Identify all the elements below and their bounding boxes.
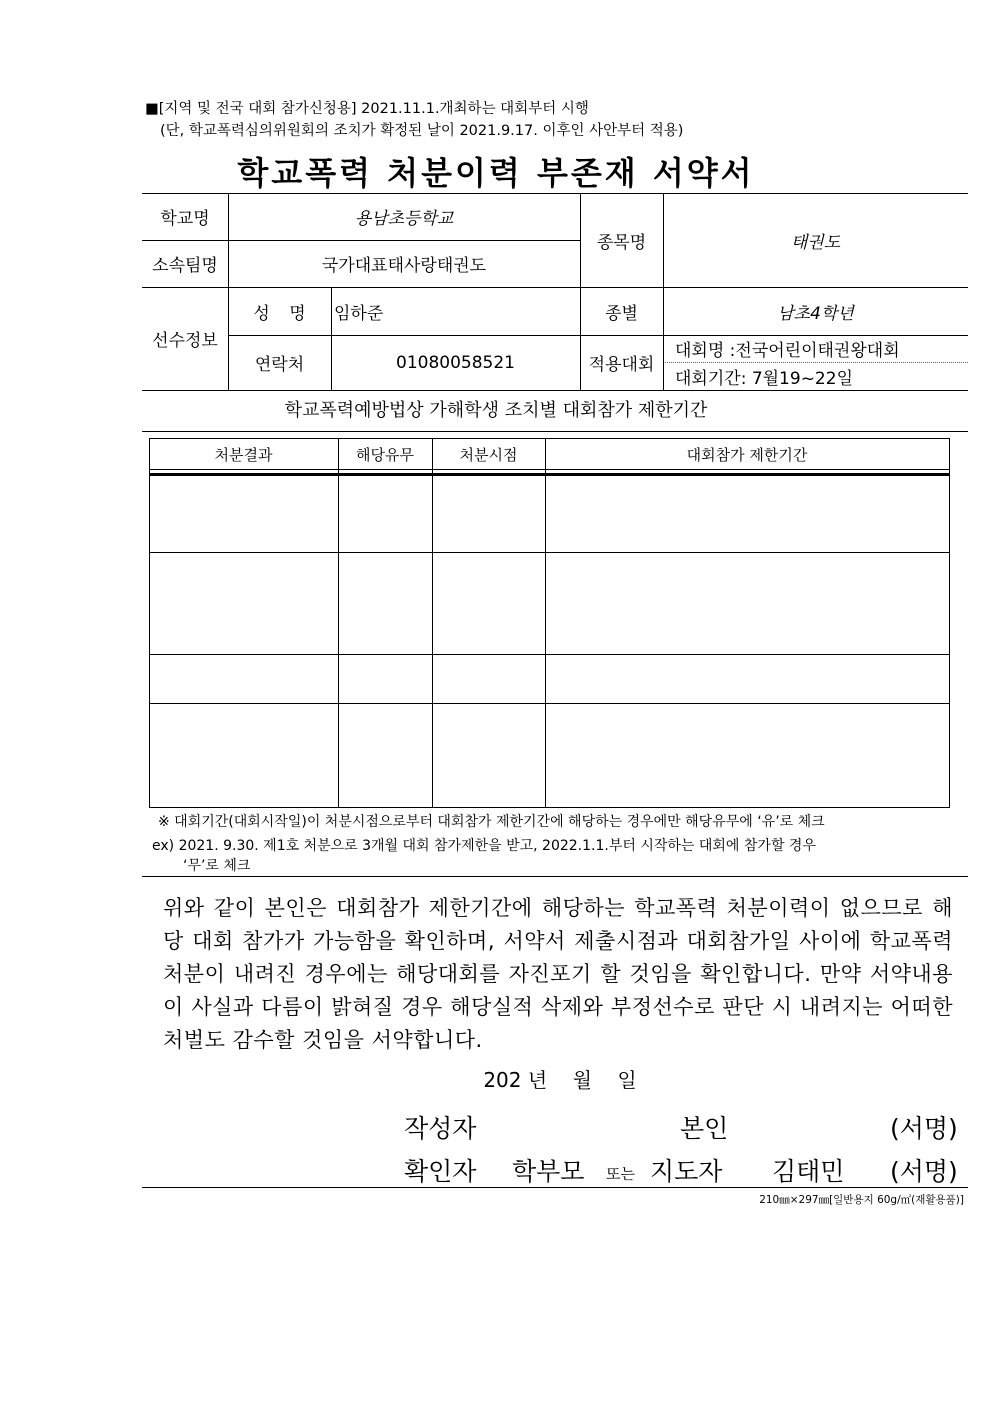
sport-value[interactable]: 태권도 xyxy=(790,232,841,253)
contact-value[interactable]: 01080058521 xyxy=(396,352,515,373)
note-3: ‘무’로 체크 xyxy=(183,858,251,874)
author-value: 본인 xyxy=(680,1114,729,1143)
category-value[interactable]: 남초4학년 xyxy=(777,303,854,324)
restriction-heading: 학교폭력예방법상 가해학생 조치별 대회참가 제한기간 xyxy=(284,400,708,421)
note-2: ex) 2021. 9.30. 제1호 처분으로 3개월 대회 참가제한을 받고, 2022.1.1.부터 시작하는 대회에 참가할 경우 xyxy=(152,838,816,854)
team-value[interactable]: 국가대표태사랑태권도 xyxy=(321,256,487,276)
confirmer-label: 확인자 xyxy=(404,1157,477,1186)
column-header-date: 처분시점 xyxy=(459,445,518,464)
team-label: 소속팀명 xyxy=(152,256,218,276)
category-label: 종별 xyxy=(605,303,638,324)
column-header-period: 대회참가 제한기간 xyxy=(686,445,808,464)
signature-field-2[interactable]: (서명) xyxy=(890,1157,958,1186)
column-header-result: 처분결과 xyxy=(214,445,273,464)
signature-field-1[interactable]: (서명) xyxy=(890,1114,958,1143)
sport-label: 종목명 xyxy=(596,232,647,253)
column-header-applicable: 해당유무 xyxy=(356,445,414,464)
page-title: 학교폭력 처분이력 부존재 서약서 xyxy=(237,154,755,192)
school-value[interactable]: 용남초등학교 xyxy=(354,209,454,229)
notice-line-2: (단, 학교폭력심의위원회의 조치가 확정된 날이 2021.9.17. 이후인 사안부터 적용) xyxy=(160,123,684,139)
event-label: 적용대회 xyxy=(588,355,655,375)
parent-label: 학부모 xyxy=(512,1157,585,1186)
divider xyxy=(142,876,968,877)
notice-line-1: ■[지역 및 전국 대회 참가신청용] 2021.11.1.개최하는 대회부터 시행 xyxy=(145,101,589,117)
event-period[interactable]: 대회기간: 7월19~22일 xyxy=(675,368,853,389)
divider xyxy=(142,1187,968,1188)
contact-label: 연락처 xyxy=(254,355,305,375)
event-name[interactable]: 대회명 :전국어린이태권왕대회 xyxy=(675,341,900,361)
author-label: 작성자 xyxy=(404,1114,477,1143)
confirmer-name[interactable]: 김태민 xyxy=(772,1157,845,1186)
school-label: 학교명 xyxy=(160,209,210,229)
note-1: ※ 대회기간(대회시작일)이 처분시점으로부터 대회참가 제한기간에 해당하는 경우에만 해당유무에 ‘유’로 체크 xyxy=(158,814,825,830)
coach-label: 지도자 xyxy=(650,1157,723,1186)
divider xyxy=(142,431,968,432)
name-value[interactable]: 임하준 xyxy=(334,303,384,324)
player-info-label: 선수정보 xyxy=(152,331,218,351)
sign-date[interactable]: 202 년 월 일 xyxy=(483,1068,637,1092)
pledge-text: 위와 같이 본인은 대회참가 제한기간에 해당하는 학교폭력 처분이력이 없으므로 해당 대회 참가가 가능함을 확인하며, 서약서 제출시점과 대회참가일 사이에 학교폭력 처분이 내려진 경우에는 해당대회를 자진포기 할 것임을 확인합니다. 만약 서약내용이 사실과 다름이 밝혀질 경우 해당실적 삭제와 부정선수로 판단 시 내려지는 어떠한 처벌도 감수할 것임을 서약합니다. xyxy=(163,896,953,1052)
or-label: 또는 xyxy=(606,1165,635,1183)
name-label: 성 명 xyxy=(253,303,306,324)
paper-spec: 210㎜×297㎜[일반용지 60g/㎡(재활용품)] xyxy=(759,1194,964,1206)
